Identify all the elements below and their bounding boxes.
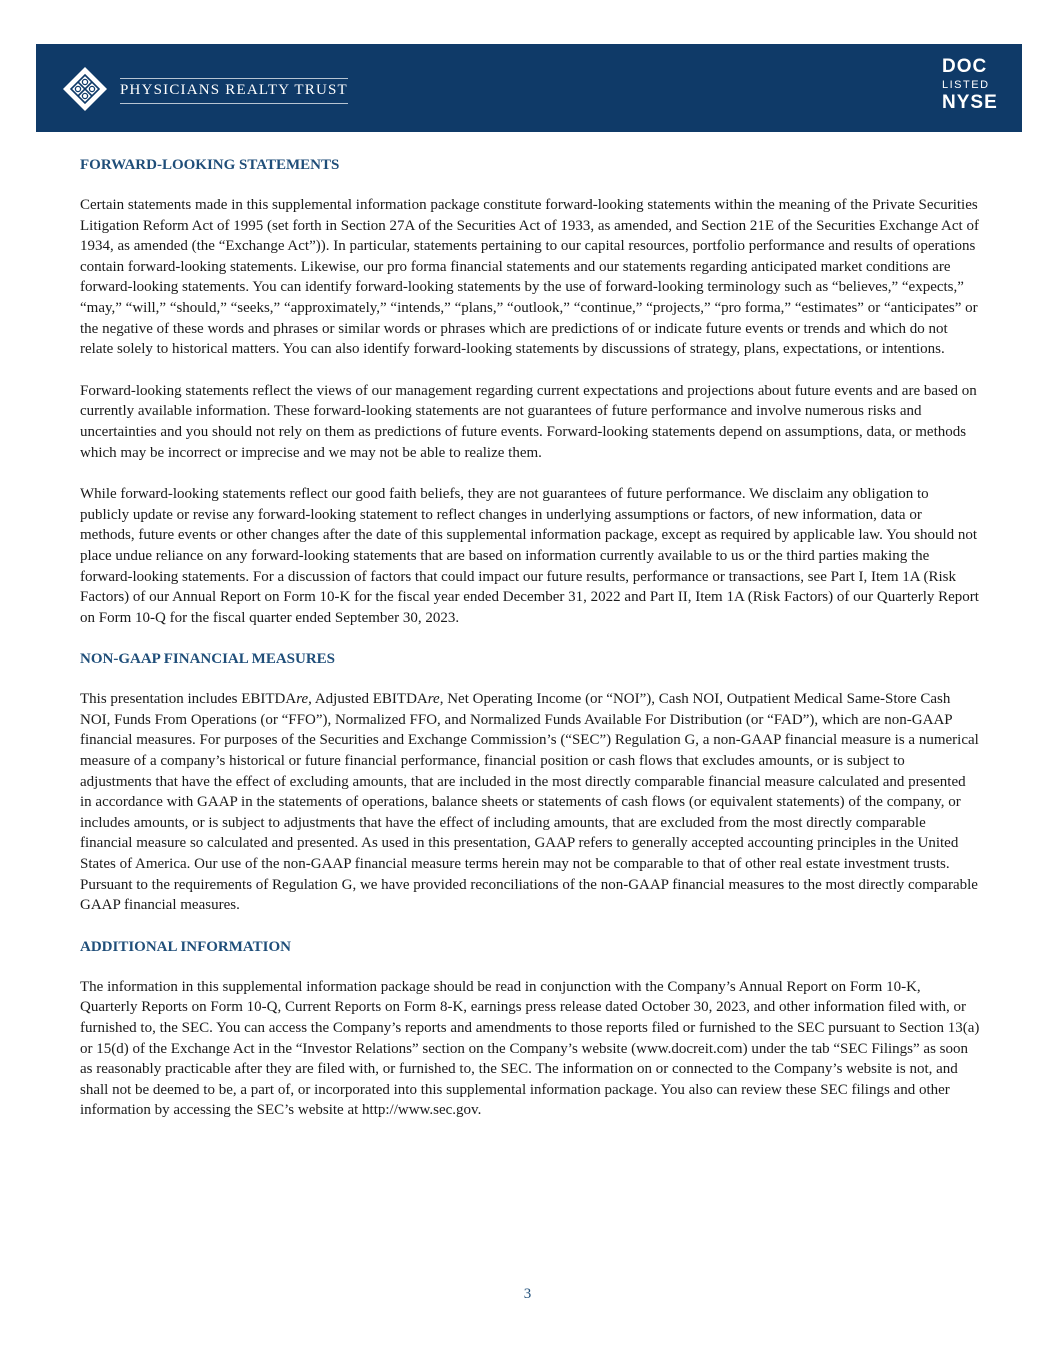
non-gaap-heading: NON-GAAP FINANCIAL MEASURES — [80, 651, 336, 668]
header-banner — [36, 44, 1022, 132]
forward-looking-paragraph-1: Certain statements made in this supplemental information package constitute forward-looking statements within the meaning of the Private Securities Litigation Reform Act of 1995 (set forth in Section 27A of the Securities Act of 1933, as amended, and Section 21E of the Securities Exchange Act of 1934, as amended (the “Exchange Act”)). In particular, statements pertaining to our capital resources, portfolio performance and results of operations contain forward-looking statements. Likewise, our pro forma financial statements and our statements regarding anticipated market conditions are forward-looking statements. You can identify forward-looking statements by the use of forward-looking terminology such as “believes,” “expects,” “may,” “will,” “should,” “seeks,” “approximately,” “intends,” “plans,” “outlook,” “continue,” “projects,” “pro forma,” “estimates” or “anticipates” or the negative of these words and phrases or similar words or phrases which are predictions of or indicate future events or trends and which do not relate solely to historical matters. You can also identify forward-looking statements by discussions of strategy, plans, expectations, or intentions. — [80, 197, 979, 358]
forward-looking-paragraph-3: While forward-looking statements reflect our good faith beliefs, they are not guarantees of future performance. We disclaim any obligation to publicly update or revise any forward-looking statement to reflect changes in underlying assumptions or factors, of new information, data or methods, future events or other changes after the date of this supplemental information package, except as required by applicable law. You should not place undue reliance on any forward-looking statements that are based on information currently available to us or the third parties making the forward-looking statements. For a discussion of factors that could impact our future results, performance or transactions, see Part I, Item 1A (Risk Factors) of our Annual Report on Form 10-K for the fiscal year ended December 31, 2022 and Part II, Item 1A (Risk Factors) of our Quarterly Report on Form 10-Q for the fiscal quarter ended September 30, 2023. — [80, 486, 979, 626]
listed-label: LISTED — [942, 79, 990, 91]
non-gaap-text-c: , Net Operating Income (or “NOI”), Cash NOI, Outpatient Medical Same-Store Cash NOI, Funds From Operations (or “FFO”), Normalized FFO, and Normalized Funds Available For Distribution (or “FAD”), which are non-GAAP financial measures. For purposes of the Securities and Exchange Commission’s (“SEC”) Regulation G, a non-GAAP financial measure is a numerical measure of a company’s historical or future financial performance, financial position or cash flows that excludes amounts, or is subject to adjustments that have the effect of excluding amounts, that are included in the most directly comparable financial measure calculated and presented in accordance with GAAP in the statements of operations, balance sheets or statements of cash flows (or equivalent statements) of the company, or includes amounts, or is subject to adjustments that have the effect of including amounts, that are excluded from the most directly comparable financial measure so calculated and presented. As used in this presentation, GAAP refers to generally accepted accounting principles in the United States of America. Our use of the non-GAAP financial measure terms herein may not be comparable to that of other real estate investment trusts. Pursuant to the requirements of Regulation G, we have provided reconciliations of the non-GAAP financial measures to the most directly comparable GAAP financial measures. — [80, 691, 979, 914]
forward-looking-paragraph-2: Forward-looking statements reflect the views of our management regarding current expectations and projections about future events and are based on currently available information. These forward-looking statements are not guarantees of future performance and involve numerous risks and uncertainties and you should not rely on them as predictions of future events. Forward-looking statements depend on assumptions, data, or methods which may be incorrect or imprecise and we may not be able to realize them. — [80, 382, 977, 461]
company-logo-icon — [62, 66, 108, 112]
re-suffix: re — [296, 691, 309, 708]
re-suffix: re — [427, 691, 440, 708]
non-gaap-paragraph — [80, 689, 980, 916]
non-gaap-text-b: , Adjusted EBITDA — [308, 691, 428, 708]
ticker-symbol: DOC — [942, 56, 988, 77]
additional-information-heading: ADDITIONAL INFORMATION — [80, 938, 291, 955]
company-name: PHYSICIANS REALTY TRUST — [120, 78, 348, 104]
forward-looking-heading: FORWARD-LOOKING STATEMENTS — [80, 157, 340, 173]
ticker-badge — [942, 56, 1002, 114]
document-body — [80, 155, 980, 1121]
non-gaap-text-a: This presentation includes EBITDA — [80, 691, 297, 708]
additional-information-paragraph: The information in this supplemental information package should be read in conjunction with the Company’s Annual Report on Form 10-K, Quarterly Reports on Form 10-Q, Current Reports on Form 8-K, earnings press release dated October 30, 2023, and other information filed with, or furnished to, the SEC. You can access the Company’s reports and amendments to those reports filed or furnished to the SEC pursuant to Section 13(a) or 15(d) of the Exchange Act in the “Investor Relations” section on the Company’s website (www.docreit.com) under the tab “SEC Filings” as soon as reasonably practicable after they are filed with, or furnished to, the SEC. The information on or connected to the Company’s website is not, and shall not be deemed to be, a part of, or incorporated into this supplemental information package. You also can review these SEC filings and other information by accessing the SEC’s website at http://www.sec.gov. — [80, 978, 980, 1119]
page-number: 3 — [523, 1286, 532, 1302]
exchange-name: NYSE — [942, 92, 998, 113]
